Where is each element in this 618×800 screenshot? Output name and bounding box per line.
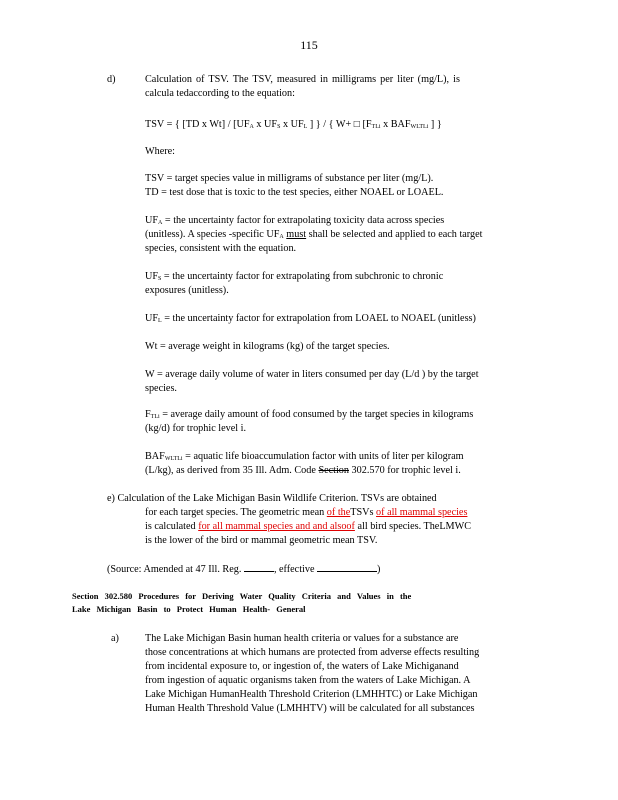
subsection-e-line-1: e) Calculation of the Lake Michigan Basin Wildlife Criterion. TSVs are obtained [107, 493, 437, 504]
source-blank-reg [244, 562, 274, 572]
subsection-a-line-3: from incidental exposure to, or ingestion of, the waters of Lake Michiganand [145, 661, 459, 672]
ufa-definition-line-3: species, consistent with the equation. [145, 243, 297, 254]
subsection-a-line-2: those concentrations at which humans are protected from adverse effects resulting [145, 647, 480, 658]
subsection-a-line-1: The Lake Michigan Basin human health criteria or values for a substance are [145, 633, 459, 644]
baf-definition-line-1: BAFWLTLi = aquatic life bioaccumulation factor with units of liter per kilogram [145, 451, 464, 462]
subsection-a-line-5: Lake Michigan HumanHealth Threshold Criterion (LMHHTC) or Lake Michigan [145, 689, 478, 700]
d-intro-line-1: Calculation of TSV. The TSV, measured in milligrams per liter (mg/L), is [145, 74, 460, 85]
subsection-e-line-2: for each target species. The geometric mean of theTSVs of all mammal species [145, 507, 468, 518]
tsv-definition: TSV = target species value in milligrams of substance per liter (mg/L). [145, 173, 434, 184]
w-definition-line-1: W = average daily volume of water in liters consumed per day (L/d ) by the target [145, 369, 479, 380]
ufa-definition-line-1: UFA = the uncertainty factor for extrapolating toxicity data across species [145, 215, 445, 226]
td-definition: TD = test dose that is toxic to the test species, either NOAEL or LOAEL. [145, 187, 444, 198]
ufl-definition: UFL = the uncertainty factor for extrapolation from LOAEL to NOAEL (unitless) [145, 313, 476, 324]
ufs-definition-line-1: UFS = the uncertainty factor for extrapolating from subchronic to chronic [145, 271, 444, 282]
ufa-definition-line-2: (unitless). A species -specific UFA must shall be selected and applied to each target [145, 229, 483, 240]
f-definition-line-1: FTLi = average daily amount of food consumed by the target species in kilograms [145, 409, 474, 420]
subsection-d-label: d) [107, 74, 116, 85]
tsv-equation: TSV = { [TD x Wt] / [UFA x UFS x UFL ] } / { W+ □ [FTLi x BAFWLTLi ] } [145, 119, 442, 130]
section-heading-line-2: Lake Michigan Basin to Protect Human Health- General [72, 604, 306, 614]
source-note: (Source: Amended at 47 Ill. Reg. , effective ) [107, 564, 381, 575]
subsection-e-line-3: is calculated for all mammal species and and alsoof all bird species. TheLMWC [145, 521, 472, 532]
page-number: 115 [300, 38, 318, 52]
d-intro-line-2: calcula tedaccording to the equation: [145, 88, 295, 99]
w-definition-line-2: species. [145, 383, 177, 394]
where-label: Where: [145, 146, 175, 157]
f-definition-line-2: (kg/d) for trophic level i. [145, 423, 246, 434]
subsection-a-line-6: Human Health Threshold Value (LMHHTV) will be calculated for all substances [145, 703, 475, 714]
subsection-e-line-4: is the lower of the bird or mammal geometric mean TSV. [145, 535, 378, 546]
source-blank-date [317, 562, 377, 572]
subsection-a-label: a) [111, 633, 119, 644]
subsection-a-line-4: from ingestion of aquatic organisms taken from the waters of Lake Michigan. A [145, 675, 471, 686]
ufs-definition-line-2: exposures (unitless). [145, 285, 229, 296]
section-heading-line-1: Section 302.580 Procedures for Deriving Water Quality Criteria and Values in the [72, 591, 412, 601]
wt-definition: Wt = average weight in kilograms (kg) of the target species. [145, 341, 390, 352]
baf-definition-line-2: (L/kg), as derived from 35 Ill. Adm. Code Section 302.570 for trophic level i. [145, 465, 461, 476]
